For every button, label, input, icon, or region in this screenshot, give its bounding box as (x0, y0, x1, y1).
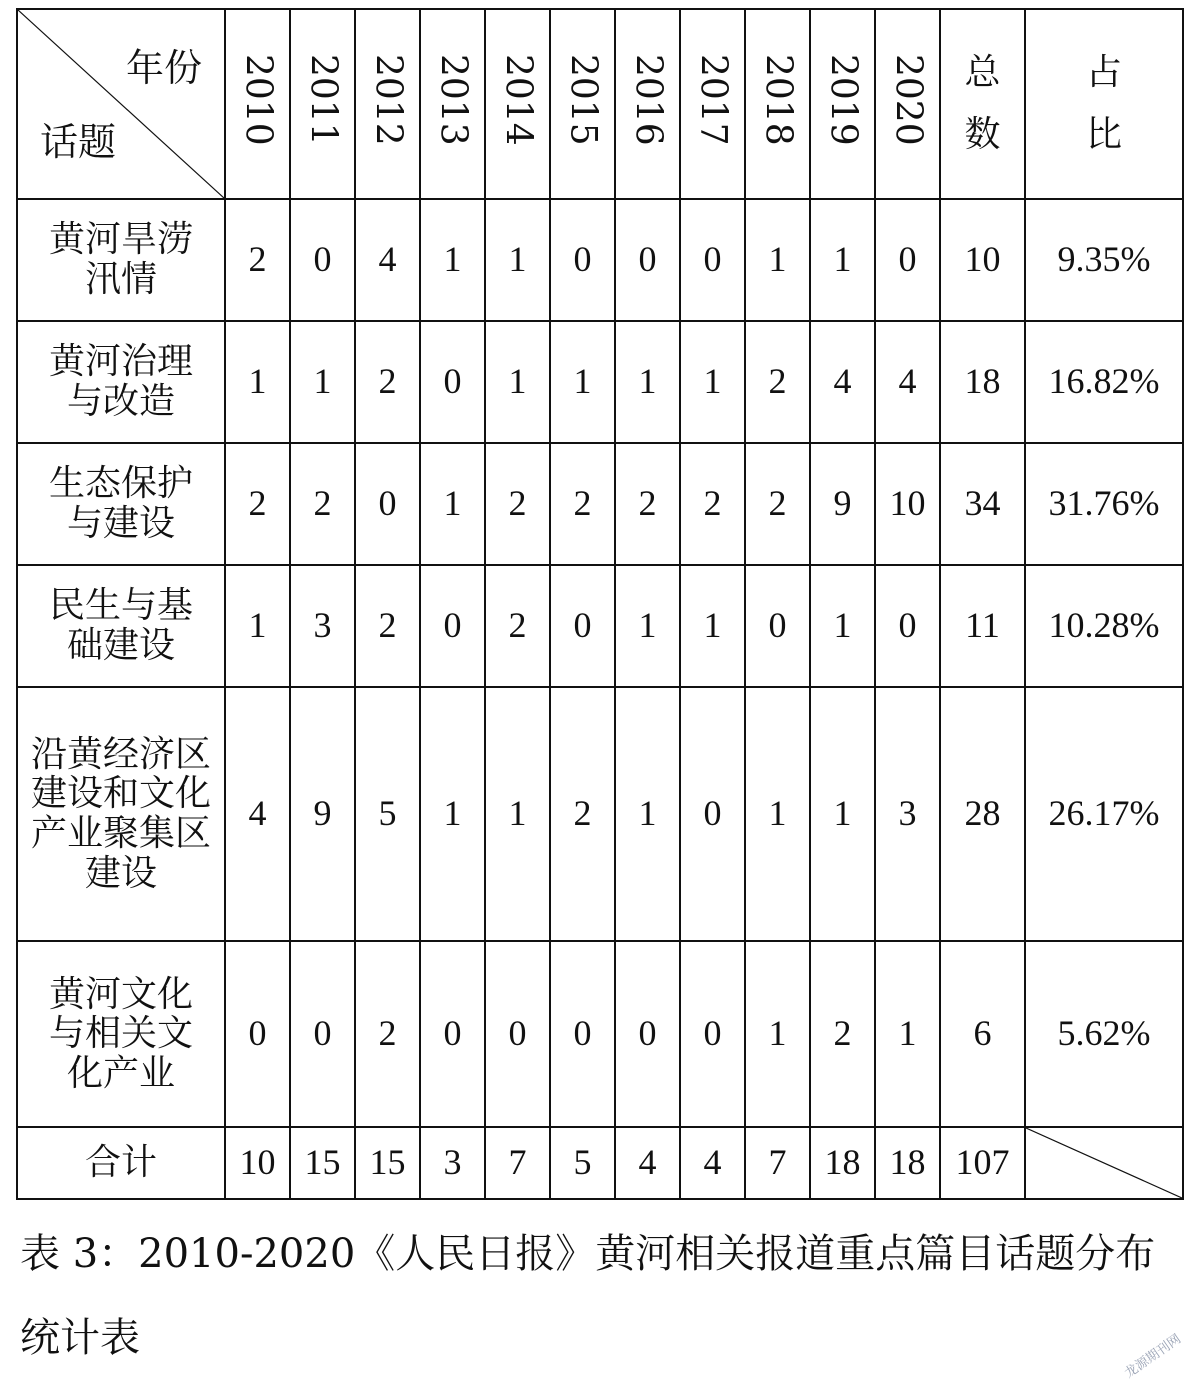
total-header-char: 数 (964, 114, 1001, 155)
corner-row-label: 话题 (40, 120, 117, 164)
year-label: 2013 (432, 53, 474, 146)
table-row (17, 443, 1183, 565)
sum-label: 合计 (17, 1127, 225, 1199)
count-cell: 0 (615, 941, 680, 1127)
row-ratio-cell: 10.28% (1025, 565, 1183, 687)
sum-cell: 7 (485, 1127, 550, 1199)
sum-cell: 18 (810, 1127, 875, 1199)
count-cell: 2 (485, 443, 550, 565)
sum-cell: 5 (550, 1127, 615, 1199)
count-cell: 0 (875, 565, 940, 687)
row-total-cell: 10 (940, 199, 1025, 321)
topic-label: 黄河旱涝 汛情 (17, 199, 225, 321)
empty-slash-cell (1025, 1127, 1183, 1199)
count-cell: 0 (550, 199, 615, 321)
table-caption: 表 3：2010-2020《人民日报》黄河相关报道重点篇目话题分布统计表 (20, 1231, 1156, 1361)
row-ratio-cell: 5.62% (1025, 941, 1183, 1127)
topic-label: 生态保护 与建设 (17, 443, 225, 565)
year-header-2019 (810, 9, 875, 199)
count-cell: 2 (745, 321, 810, 443)
year-label: 2018 (757, 53, 799, 146)
count-cell: 1 (420, 687, 485, 941)
year-header-2011 (290, 9, 355, 199)
count-cell: 1 (615, 687, 680, 941)
count-cell: 2 (680, 443, 745, 565)
count-cell: 1 (810, 565, 875, 687)
row-ratio-cell: 9.35% (1025, 199, 1183, 321)
count-cell: 2 (355, 321, 420, 443)
table-row (17, 687, 1183, 941)
count-cell: 1 (225, 565, 290, 687)
year-header-2013 (420, 9, 485, 199)
count-cell: 1 (810, 199, 875, 321)
count-cell: 2 (355, 941, 420, 1127)
year-label: 2015 (562, 53, 604, 146)
count-cell: 1 (615, 565, 680, 687)
count-cell: 1 (420, 443, 485, 565)
count-cell: 0 (550, 941, 615, 1127)
year-header-2010 (225, 9, 290, 199)
sum-cell: 4 (680, 1127, 745, 1199)
table-row (17, 941, 1183, 1127)
table-row (17, 321, 1183, 443)
count-cell: 1 (680, 565, 745, 687)
count-cell: 1 (745, 199, 810, 321)
count-cell: 1 (485, 199, 550, 321)
count-cell: 0 (680, 687, 745, 941)
row-ratio-cell: 16.82% (1025, 321, 1183, 443)
year-label: 2012 (367, 53, 409, 146)
count-cell: 0 (745, 565, 810, 687)
ratio-header-char: 比 (1085, 114, 1122, 155)
year-header-2016 (615, 9, 680, 199)
sum-cell: 15 (355, 1127, 420, 1199)
year-header-2017 (680, 9, 745, 199)
count-cell: 1 (485, 321, 550, 443)
corner-column-label: 年份 (125, 46, 202, 90)
sum-cell: 7 (745, 1127, 810, 1199)
count-cell: 0 (875, 199, 940, 321)
table-row (17, 199, 1183, 321)
year-header-2020 (875, 9, 940, 199)
count-cell: 5 (355, 687, 420, 941)
count-cell: 4 (225, 687, 290, 941)
count-cell: 1 (420, 199, 485, 321)
topic-label: 黄河治理 与改造 (17, 321, 225, 443)
row-total-cell: 18 (940, 321, 1025, 443)
sum-cell: 4 (615, 1127, 680, 1199)
count-cell: 0 (420, 321, 485, 443)
count-cell: 1 (745, 687, 810, 941)
count-cell: 3 (290, 565, 355, 687)
count-cell: 0 (355, 443, 420, 565)
count-cell: 0 (615, 199, 680, 321)
count-cell: 0 (485, 941, 550, 1127)
year-label: 2017 (692, 53, 734, 146)
year-label: 2014 (497, 53, 539, 146)
count-cell: 1 (290, 321, 355, 443)
year-header-2015 (550, 9, 615, 199)
count-cell: 4 (810, 321, 875, 443)
sum-row (17, 1127, 1183, 1199)
ratio-header-char: 占 (1085, 52, 1122, 93)
count-cell: 2 (355, 565, 420, 687)
count-cell: 2 (225, 199, 290, 321)
topic-label: 黄河文化 与相关文 化产业 (17, 941, 225, 1127)
topic-label: 沿黄经济区 建设和文化 产业聚集区 建设 (17, 687, 225, 941)
count-cell: 2 (485, 565, 550, 687)
watermark: 龙源期刊网 (1122, 1331, 1184, 1381)
count-cell: 2 (810, 941, 875, 1127)
corner-diagonal-line (18, 10, 224, 198)
count-cell: 0 (290, 199, 355, 321)
row-total-cell: 6 (940, 941, 1025, 1127)
row-total-cell: 28 (940, 687, 1025, 941)
count-cell: 1 (745, 941, 810, 1127)
year-label: 2019 (822, 53, 864, 146)
count-cell: 4 (875, 321, 940, 443)
row-total-cell: 34 (940, 443, 1025, 565)
count-cell: 0 (680, 199, 745, 321)
year-header-2012 (355, 9, 420, 199)
count-cell: 0 (290, 941, 355, 1127)
count-cell: 2 (615, 443, 680, 565)
count-cell: 1 (485, 687, 550, 941)
year-label: 2020 (887, 53, 929, 146)
count-cell: 3 (875, 687, 940, 941)
count-cell: 0 (225, 941, 290, 1127)
count-cell: 1 (615, 321, 680, 443)
count-cell: 2 (290, 443, 355, 565)
count-cell: 1 (550, 321, 615, 443)
count-cell: 1 (225, 321, 290, 443)
count-cell: 4 (355, 199, 420, 321)
row-total-cell: 11 (940, 565, 1025, 687)
count-cell: 9 (810, 443, 875, 565)
count-cell: 0 (680, 941, 745, 1127)
sum-cell: 3 (420, 1127, 485, 1199)
topic-label: 民生与基 础建设 (17, 565, 225, 687)
year-header-2018 (745, 9, 810, 199)
table-row (17, 565, 1183, 687)
ratio-header (1025, 9, 1183, 199)
total-header (940, 9, 1025, 199)
count-cell: 1 (810, 687, 875, 941)
count-cell: 1 (875, 941, 940, 1127)
count-cell: 2 (745, 443, 810, 565)
sum-cell: 15 (290, 1127, 355, 1199)
sum-cell: 10 (225, 1127, 290, 1199)
count-cell: 0 (420, 941, 485, 1127)
topic-distribution-table (16, 8, 1184, 1200)
year-label: 2010 (237, 53, 279, 146)
total-header-char: 总 (964, 52, 1001, 93)
count-cell: 2 (225, 443, 290, 565)
sum-cell: 18 (875, 1127, 940, 1199)
row-ratio-cell: 31.76% (1025, 443, 1183, 565)
count-cell: 0 (420, 565, 485, 687)
year-label: 2011 (302, 53, 344, 146)
slash-line (1026, 1128, 1182, 1198)
grand-total-cell: 107 (940, 1127, 1025, 1199)
count-cell: 0 (550, 565, 615, 687)
count-cell: 2 (550, 443, 615, 565)
year-header-2014 (485, 9, 550, 199)
count-cell: 10 (875, 443, 940, 565)
corner-header-cell (17, 9, 225, 199)
count-cell: 1 (680, 321, 745, 443)
count-cell: 2 (550, 687, 615, 941)
year-label: 2016 (627, 53, 669, 146)
row-ratio-cell: 26.17% (1025, 687, 1183, 941)
count-cell: 9 (290, 687, 355, 941)
